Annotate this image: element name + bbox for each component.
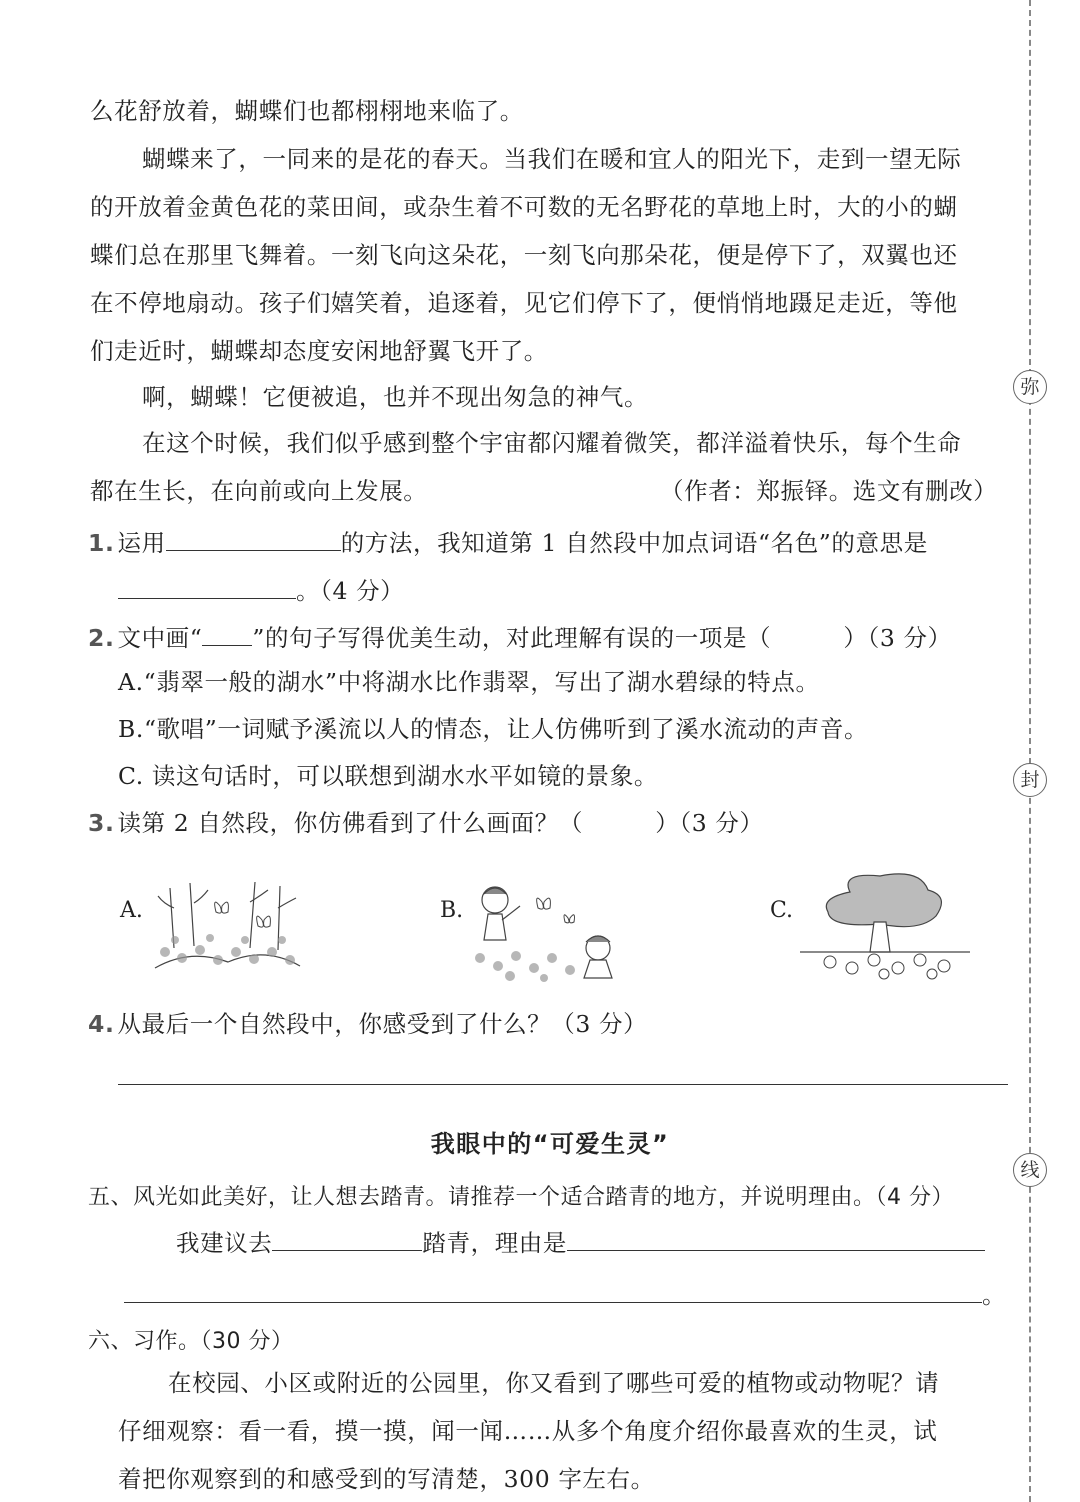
underline-mark [202, 623, 252, 646]
question-text: 。（4 分） [296, 577, 405, 605]
question-number: 3. [88, 809, 115, 837]
passage-source: （作者：郑振铎。选文有删改） [660, 477, 998, 505]
reason-blank[interactable] [567, 1228, 985, 1251]
q3-picture-a-flowers-butterflies[interactable] [150, 878, 305, 978]
binding-dashed-line [1029, 0, 1031, 1502]
section-5-heading: 五、风光如此美好，让人想去踏青。请推荐一个适合踏青的地方，并说明理由。（4 分） [88, 1185, 954, 1210]
question-1-cont [118, 576, 404, 604]
answer-text: 。 [982, 1281, 1007, 1309]
question-1 [88, 528, 928, 556]
question-3 [88, 809, 764, 837]
q3-picture-c-tree-chicks[interactable] [800, 872, 970, 980]
question-number: 2. [88, 624, 115, 652]
question-text: 从最后一个自然段中，你感受到了什么？（3 分） [117, 1010, 648, 1038]
passage-line: 蝶们总在那里飞舞着。一刻飞向这朵花，一刻飞向那朵花，便是停下了，双翼也还 [90, 241, 958, 269]
answer-blank[interactable] [118, 576, 296, 599]
q2-option-c[interactable]: C. 读这句话时，可以联想到湖水水平如镜的景象。 [118, 762, 658, 790]
binding-mark-xian: 线 [1013, 1153, 1047, 1187]
passage-line: 在这个时候，我们似乎感到整个宇宙都闪耀着微笑，都洋溢着快乐，每个生命 [142, 429, 962, 457]
question-number: 4. [88, 1010, 115, 1038]
passage-line: 蝴蝶来了，一同来的是花的春天。当我们在暖和宜人的阳光下，走到一望无际 [142, 145, 962, 173]
answer-line[interactable] [118, 1084, 1008, 1085]
question-text: ”的句子写得优美生动，对此理解有误的一项是（ ）（3 分） [252, 624, 952, 652]
reason-blank[interactable] [124, 1280, 982, 1303]
section-5-answer-cont [124, 1280, 1006, 1308]
q2-option-a[interactable]: A.“翡翠一般的湖水”中将湖水比作翡翠，写出了湖水碧绿的特点。 [118, 668, 820, 696]
writing-prompt-line: 仔细观察：看一看，摸一摸，闻一闻……从多个角度介绍你最喜欢的生灵，试 [118, 1417, 938, 1445]
section-6-heading: 六、习作。（30 分） [88, 1329, 294, 1354]
q3-option-a-label[interactable]: A. [120, 898, 143, 923]
writing-prompt-line: 着把你观察到的和感受到的写清楚，300 字左右。 [118, 1465, 655, 1493]
question-text: 读第 2 自然段，你仿佛看到了什么画面？（ ）（3 分） [117, 809, 764, 837]
answer-text: 我建议去 [176, 1229, 273, 1257]
writing-prompt-line: 在校园、小区或附近的公园里，你又看到了哪些可爱的植物或动物呢？请 [168, 1369, 940, 1397]
place-blank[interactable] [272, 1228, 422, 1251]
passage-line: 在不停地扇动。孩子们嬉笑着，追逐着，见它们停下了，便悄悄地蹑足走近，等他 [90, 289, 958, 317]
section-5-answer [176, 1228, 985, 1256]
answer-blank[interactable] [166, 528, 341, 551]
q3-option-b-label[interactable]: B. [440, 898, 464, 923]
q2-option-b[interactable]: B.“歌唱”一词赋予溪流以人的情态，让人仿佛听到了溪水流动的声音。 [118, 715, 869, 743]
q3-picture-b-children-butterflies[interactable] [470, 878, 620, 983]
question-text: 文中画“ [117, 624, 203, 652]
binding-mark-mi: 弥 [1013, 370, 1047, 404]
binding-mark-feng: 封 [1013, 763, 1047, 797]
passage-line: 的开放着金黄色花的菜田间，或杂生着不可数的无名野花的草地上时，大的小的蝴 [90, 193, 958, 221]
passage-line: 们走近时，蝴蝶却态度安闲地舒翼飞开了。 [90, 337, 548, 365]
question-2 [88, 623, 952, 651]
part-title: 我眼中的“可爱生灵” [430, 1130, 670, 1158]
passage-line: 么花舒放着，蝴蝶们也都栩栩地来临了。 [90, 97, 524, 125]
passage-line: 啊，蝴蝶！它便被追，也并不现出匆急的神气。 [142, 383, 649, 411]
passage-line: 都在生长，在向前或向上发展。 [90, 477, 428, 505]
q3-option-c-label[interactable]: C. [770, 898, 794, 923]
question-text: 的方法，我知道第 1 自然段中加点词语“名色”的意思是 [340, 529, 928, 557]
question-text: 运用 [117, 529, 166, 557]
question-4 [88, 1010, 648, 1038]
answer-text: 踏青，理由是 [422, 1229, 568, 1257]
question-number: 1. [88, 529, 115, 557]
